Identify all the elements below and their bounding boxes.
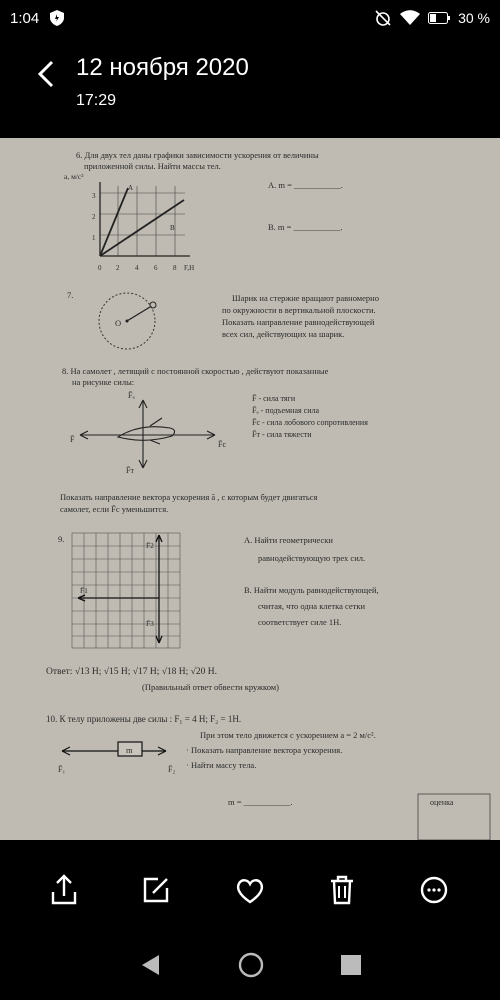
grade-label: оценка: [430, 798, 454, 807]
q10-body-label: m: [126, 745, 133, 755]
back-arrow-icon[interactable]: [26, 54, 66, 94]
q10-diagram: [62, 742, 166, 756]
q8-label-ft: F̄т: [126, 466, 134, 475]
q8-legend-3: F̄c - сила лобового сопротивления: [252, 418, 368, 427]
q7-rod: [127, 307, 150, 321]
action-bar: [0, 862, 500, 922]
q6-ytick-1: 1: [92, 234, 96, 242]
q6-text-2: приложенной силы. Найти массы тел.: [84, 161, 221, 171]
q8-legend-1: F̄ - сила тяги: [252, 394, 296, 403]
status-time: 1:04: [10, 10, 40, 27]
q7-line-4: всех сил, действующих на шарик.: [222, 329, 345, 339]
q8-label-fc: F̄c: [218, 440, 226, 449]
q8-legend-2: F̄ₐ - подъемная сила: [252, 406, 320, 415]
q6-ytick-3: 3: [92, 192, 96, 200]
q9-label-f3: F̄3: [146, 619, 154, 628]
q8-question-1: Показать направление вектора ускорения ā , с которым будет двигаться: [60, 492, 318, 502]
grade-box: [418, 794, 490, 840]
shield-icon: [50, 10, 64, 26]
q6-xtick-8: 8: [173, 264, 177, 272]
navigation-bar: [0, 932, 500, 1000]
q6-xtick-0: 0: [98, 264, 102, 272]
q10-mass-answer: m = ___________.: [228, 797, 293, 807]
q10-label-f2: F̄₂: [168, 765, 176, 774]
q8-legend-4: F̄т - сила тяжести: [252, 430, 312, 439]
nav-recents-icon[interactable]: [336, 950, 366, 980]
q9-label-f1: F̄1: [80, 586, 88, 595]
q7-center-label: O: [115, 318, 122, 328]
q6-answer-b: В. m = ___________.: [268, 222, 343, 232]
q9-task-a-1: А. Найти геометрически: [244, 535, 333, 545]
q8-line-2: на рисунке силы:: [72, 377, 135, 387]
q6-xtick-6: 6: [154, 264, 158, 272]
share-icon[interactable]: [44, 870, 84, 910]
q7-line-3: Показать направление равнодействующей: [222, 317, 375, 327]
alarm-off-icon: [374, 9, 392, 27]
q8-line-1: 8. На самолет , летящий с постоянной скоростью , действуют показанные: [62, 366, 329, 376]
favorite-icon[interactable]: [230, 870, 270, 910]
document-photo[interactable]: [0, 138, 500, 840]
q6-label-b: B: [170, 224, 175, 232]
q8-plane-diagram: [80, 400, 215, 468]
q9-number: 9.: [58, 534, 65, 544]
q10-line-1: 10. К телу приложены две силы : F₁ = 4 Н; F₂ = 1Н.: [46, 714, 242, 724]
q6-answer-a: А. m = ___________.: [268, 180, 343, 190]
q6-ylabel: a, м/с²: [64, 172, 84, 181]
status-bar: [0, 0, 500, 38]
edit-icon[interactable]: [136, 870, 176, 910]
q6-text-1: 6. Для двух тел даны графики зависимости ускорения от величины: [76, 150, 319, 160]
q7-ball: [150, 302, 156, 308]
q9-answers: Ответ: √13 Н; √15 Н; √17 Н; √18 Н; √20 Н.: [46, 667, 218, 677]
q9-note: (Правильный ответ обвести кружком): [142, 682, 279, 692]
q9-task-b-2: считая, что одна клетка сетки: [258, 601, 366, 611]
q10-label-f1: F̄₁: [58, 765, 66, 774]
q10-line-2: При этом тело движется с ускорением a = 2 м/с².: [200, 730, 376, 740]
q9-label-f2: F̄2: [146, 541, 154, 550]
q6-graph: [100, 186, 185, 256]
battery-level: 30 %: [458, 10, 490, 26]
page-title: 12 ноября 2020: [76, 54, 249, 81]
q7-line-2: по окружности в вертикальной плоскости.: [222, 305, 376, 315]
nav-back-icon[interactable]: [136, 950, 166, 980]
q10-line-4: · Найти массу тела.: [186, 760, 257, 770]
status-icons: [374, 9, 490, 27]
battery-icon: [428, 12, 450, 24]
q7-center-dot: [126, 320, 129, 323]
q8-question-2: самолет, если F̄c уменьшится.: [60, 504, 169, 514]
q7-line-1: Шарик на стержне вращают равномерно: [232, 293, 379, 303]
q7-number: 7.: [67, 290, 74, 300]
delete-icon[interactable]: [322, 870, 362, 910]
page-subtitle: 17:29: [76, 92, 117, 109]
q10-line-3: · Показать направление вектора ускорения.: [186, 745, 343, 755]
q6-label-a: A: [128, 184, 134, 192]
app-bar: [0, 40, 500, 120]
q6-ytick-2: 2: [92, 213, 96, 221]
q8-label-fa: F̄ₐ: [128, 391, 135, 400]
q9-task-a-2: равнодействующую трех сил.: [258, 553, 366, 563]
q9-task-b-1: В. Найти модуль равнодействующей,: [244, 585, 379, 595]
q9-grid: [72, 533, 180, 648]
more-icon[interactable]: [414, 870, 454, 910]
q8-label-f: F̄: [70, 435, 75, 444]
q6-xlabel: F,H: [184, 264, 195, 272]
q9-task-b-3: соответствует силе 1Н.: [258, 617, 342, 627]
nav-home-icon[interactable]: [236, 950, 266, 980]
wifi-icon: [400, 10, 420, 26]
q6-xtick-4: 4: [135, 264, 139, 272]
q6-xtick-2: 2: [116, 264, 120, 272]
